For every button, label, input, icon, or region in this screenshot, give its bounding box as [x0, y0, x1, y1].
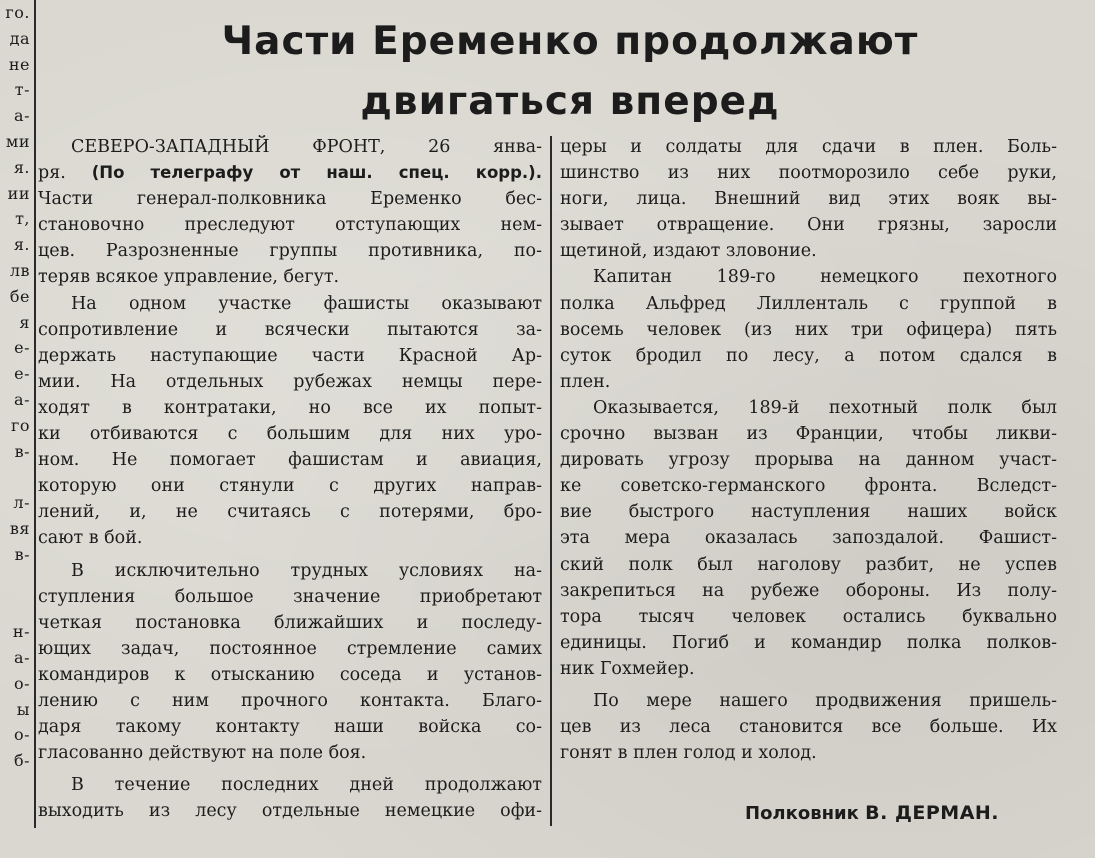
- text-line: мии. На отдельных рубежах немцы пере-: [38, 371, 542, 392]
- fragment-line: б-: [13, 751, 30, 771]
- fragment-line: т,: [15, 209, 30, 229]
- text-line: ник Гохмейер.: [560, 658, 695, 679]
- text-line: В исключительно трудных условиях на-: [71, 560, 542, 581]
- text-line: цев. Разрозненные группы противника, по-: [38, 241, 542, 262]
- dateline-continuation: [38, 160, 542, 186]
- byline: [745, 802, 999, 824]
- text-line: выходить из лесу отдельные немецкие офи-: [38, 801, 542, 822]
- fragment-line: ми: [5, 131, 30, 151]
- text-line: Оказывается, 189-й пехотный полк был: [593, 397, 1057, 418]
- fragment-line: в-: [14, 441, 30, 461]
- fragment-line: е-: [14, 364, 30, 384]
- fragment-line: лв: [9, 260, 30, 280]
- fragment-line: я.: [13, 235, 30, 255]
- fragment-line: го.: [5, 3, 30, 22]
- headline: [60, 12, 1080, 132]
- fragment-line: а-: [14, 389, 30, 409]
- text-line: цев из леса становится все больше. Их: [560, 717, 1057, 738]
- text-line: Капитан 189-го немецкого пехотного: [593, 267, 1057, 288]
- text-line: четкая постановка ближайших и последу-: [38, 612, 542, 633]
- fragment-line: да: [9, 28, 30, 48]
- fragment-line: н-: [12, 622, 30, 642]
- fragment-line: [0, 568, 30, 594]
- text-line: закрепиться на рубеже обороны. Из полу-: [560, 580, 1057, 601]
- fragment-line: я.: [13, 157, 30, 177]
- text-line: шинство из них поотморозило себе руки,: [560, 163, 1057, 184]
- fragment-line: ы: [16, 699, 30, 719]
- headline-line-2: двигаться вперед: [360, 79, 780, 124]
- fragment-line: я: [19, 312, 30, 332]
- byline-name: В. ДЕРМАН.: [865, 802, 1000, 824]
- text-line: церы и солдаты для сдачи в плен. Боль-: [560, 137, 1057, 157]
- column-rule-left: [34, 0, 36, 828]
- fragment-line: ии: [7, 183, 30, 203]
- text-line: вие быстрого наступления наших войск: [560, 502, 1057, 523]
- text-line: ки отбиваются с большим для них уро-: [38, 424, 542, 445]
- text-line: гонят в плен голод и холод.: [560, 743, 817, 764]
- text-line: становочно преследуют отступающих нем-: [38, 215, 542, 236]
- text-line: которую они стянули с других направ-: [38, 476, 542, 497]
- fragment-line: [0, 593, 30, 619]
- text-line: На одном участке фашисты оказывают: [71, 293, 542, 314]
- text-line: дировать угрозу прорыва на данном участ-: [560, 450, 1057, 471]
- text-line: ступления большое значение приобретают: [38, 586, 542, 607]
- text-line: суток бродил по лесу, а потом сдался в: [560, 345, 1057, 366]
- text-line: гласованно действуют на поле боя.: [38, 743, 367, 764]
- text-line: В течение последних дней продолжают: [71, 775, 542, 796]
- column-1-body: [38, 186, 542, 824]
- text-line: По мере нашего продвижения пришель-: [593, 690, 1057, 711]
- text-line: ноги, лица. Внешний вид этих вояк вы-: [560, 189, 1057, 210]
- text-line: теряв всякое управление, бегут.: [38, 267, 340, 288]
- fragment-line: бе: [9, 286, 30, 306]
- text-line: Части генерал-полковника Еременко бес-: [38, 189, 542, 210]
- dateline-tail: ря.: [38, 163, 66, 184]
- text-line: лений, и, не считаясь с потерями, бро-: [38, 502, 542, 523]
- text-line: ский полк был наголову разбит, не успев: [560, 554, 1057, 575]
- text-line: зывает отвращение. Они грязны, заросли: [560, 215, 1057, 236]
- column-rule-middle: [550, 136, 552, 826]
- dateline: [38, 134, 542, 160]
- dateline-text: СЕВЕРО-ЗАПАДНЫЙ ФРОНТ, 26 янва-: [71, 137, 542, 157]
- adjacent-column-fragment: [0, 0, 30, 830]
- text-line: лению с ним прочного контакта. Благо-: [38, 690, 542, 711]
- text-line: держать наступающие части Красной Ар-: [38, 345, 542, 366]
- column-2-body: [560, 134, 1057, 766]
- text-line: срочно вызван из Франции, чтобы ликви-: [560, 424, 1057, 445]
- text-line: даря такому контакту наши войска со-: [38, 717, 542, 738]
- fragment-line: е-: [14, 338, 30, 358]
- text-line: плен.: [560, 371, 611, 392]
- correspondent-credit: (По телеграфу от наш. спец. корр.).: [91, 163, 542, 183]
- fragment-line: а-: [14, 106, 30, 126]
- text-line: командиров к отысканию соседа и установ-: [38, 664, 542, 685]
- fragment-line: го: [10, 415, 30, 435]
- fragment-line: не: [8, 54, 30, 74]
- article-column-1: [38, 134, 542, 824]
- fragment-line: а-: [14, 647, 30, 667]
- text-line: щетиной, издают зловоние.: [560, 241, 817, 262]
- fragment-line: о-: [13, 725, 30, 745]
- fragment-line: т-: [14, 80, 30, 100]
- fragment-line: в-: [14, 544, 30, 564]
- fragment-line: о-: [13, 673, 30, 693]
- text-line: сопротивление и всячески пытаются за-: [38, 319, 542, 340]
- text-line: ке советско-германского фронта. Вследст-: [560, 476, 1057, 497]
- article-column-2: [560, 134, 1057, 766]
- text-line: единицы. Погиб и командир полка полков-: [560, 632, 1057, 653]
- text-line: ном. Не помогает фашистам и авиация,: [38, 450, 542, 471]
- fragment-line: [0, 464, 30, 490]
- text-line: ющих задач, постоянное стремление самих: [38, 638, 542, 659]
- fragment-line: вя: [9, 518, 30, 538]
- byline-rank: Полковник: [745, 803, 859, 824]
- text-line: тора тысяч человек остались буквально: [560, 606, 1057, 627]
- headline-line-1: Части Еременко продолжают: [221, 19, 919, 64]
- text-line: сают в бой.: [38, 528, 143, 549]
- text-line: ходят в контратаки, но все их попыт-: [38, 397, 542, 418]
- text-line: эта мера оказалась запоздалой. Фашист-: [560, 528, 1057, 549]
- text-line: полка Альфред Лилленталь с группой в: [560, 293, 1057, 314]
- fragment-line: л-: [13, 493, 30, 513]
- text-line: восемь человек (из них три офицера) пять: [560, 319, 1057, 340]
